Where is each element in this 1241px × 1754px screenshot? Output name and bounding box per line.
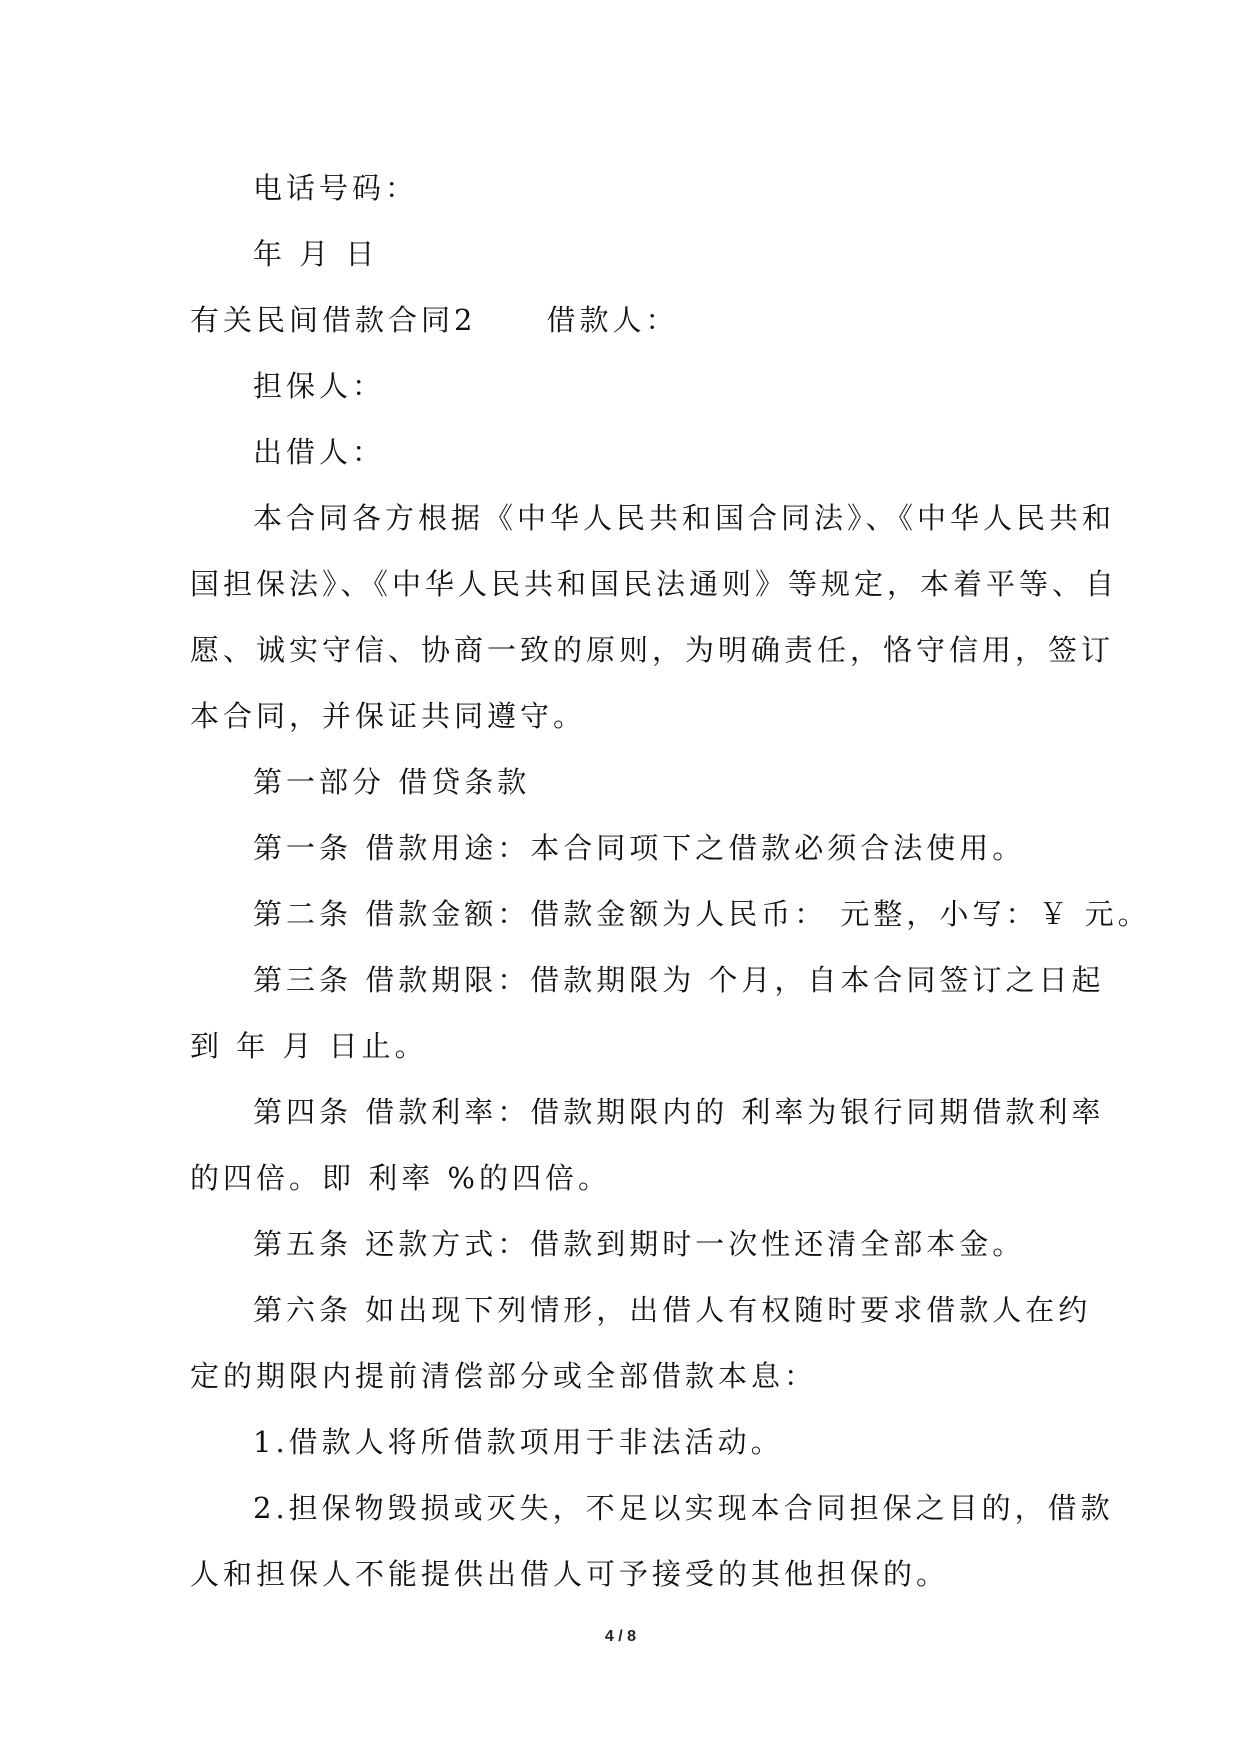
article-2: 第二条 借款金额：借款金额为人民币： 元整，小写：￥ 元。: [253, 897, 1151, 931]
guarantor-line: 担保人：: [253, 369, 386, 403]
phone-number-line: 电话号码：: [253, 171, 419, 205]
item-2-line-1: 2.担保物毁损或灭失，不足以实现本合同担保之目的，借款: [253, 1491, 1114, 1525]
item-1: 1.借款人将所借款项用于非法活动。: [253, 1425, 784, 1459]
contract-title: 有关民间借款合同2: [190, 303, 477, 337]
article-1: 第一条 借款用途：本合同项下之借款必须合法使用。: [253, 831, 1026, 865]
article-4-line-1: 第四条 借款利率：借款期限内的 利率为银行同期借款利率: [253, 1095, 1105, 1129]
borrower-label: 借款人：: [546, 303, 679, 337]
preamble-line-1: 本合同各方根据《中华人民共和国合同法》、《中华人民共和: [253, 501, 1116, 535]
item-2-line-2: 人和担保人不能提供出借人可予接受的其他担保的。: [190, 1557, 950, 1591]
article-3-line-2: 到 年 月 日止。: [190, 1029, 428, 1063]
preamble-line-3: 愿、诚实守信、协商一致的原则，为明确责任，恪守信用，签订: [190, 633, 1115, 667]
preamble-line-4: 本合同，并保证共同遵守。: [190, 699, 587, 733]
article-6-line-1: 第六条 如出现下列情形，出借人有权随时要求借款人在约: [253, 1293, 1092, 1327]
date-line: 年 月 日: [253, 237, 379, 271]
article-4-line-2: 的四倍。即 利率 %的四倍。: [190, 1161, 611, 1195]
page-number: 4 / 8: [604, 1628, 637, 1645]
document-body: [190, 155, 1151, 1607]
section-heading: 第一部分 借贷条款: [253, 765, 531, 799]
preamble-line-2: 国担保法》、《中华人民共和国民法通则》等规定，本着平等、自: [190, 567, 1119, 601]
contract-title-line: [190, 287, 1060, 353]
article-5: 第五条 还款方式：借款到期时一次性还清全部本金。: [253, 1227, 1026, 1261]
article-3-line-1: 第三条 借款期限：借款期限为 个月，自本合同签订之日起: [253, 963, 1105, 997]
article-6-line-2: 定的期限内提前清偿部分或全部借款本息：: [190, 1359, 818, 1393]
lender-line: 出借人：: [253, 435, 386, 469]
